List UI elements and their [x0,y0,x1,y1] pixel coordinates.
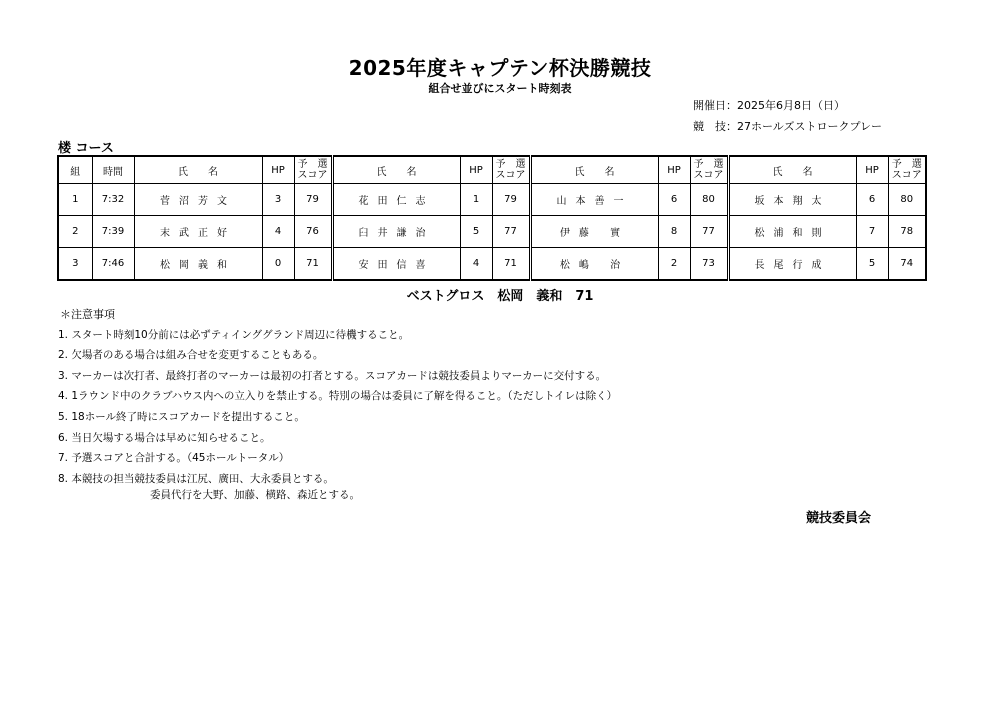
player-hp: 3 [262,184,294,216]
group-number: 2 [58,216,92,248]
course-label: 楼 コース [58,141,114,156]
table-row [58,216,926,248]
player-score: 80 [690,184,728,216]
player-score: 76 [294,216,332,248]
note-item: 4. 1ラウンド中のクラブハウス内への立入りを禁止する。特別の場合は委員に了解を得ること。（ただしトイレは除く） [58,390,618,402]
pairing-table [57,155,927,281]
player-score: 80 [888,184,926,216]
player-name: 安田信喜 [332,248,460,281]
header-score: 予 選 スコア [294,156,332,184]
player-name: 長尾行成 [728,248,856,281]
note-item-continued: 委員代行を大野、加藤、横路、森近とする。 [150,489,360,501]
event-format: 競 技：27ホールズストロークプレー [693,120,883,133]
player-hp: 6 [856,184,888,216]
player-hp: 7 [856,216,888,248]
player-score: 79 [492,184,530,216]
player-hp: 6 [658,184,690,216]
header-time: 時間 [92,156,134,184]
header-score: 予 選 スコア [888,156,926,184]
player-hp: 2 [658,248,690,281]
page-title: 2025年度キャプテン杯決勝競技 [348,56,652,80]
notes-heading: ＊注意事項 [60,308,115,321]
header-hp: HP [856,156,888,184]
header-group: 組 [58,156,92,184]
player-score: 73 [690,248,728,281]
group-number: 1 [58,184,92,216]
header-name: 氏 名 [728,156,856,184]
player-score: 71 [294,248,332,281]
player-name: 松嶋 治 [530,248,658,281]
note-item: 3. マーカーは次打者、最終打者のマーカーは最初の打者とする。スコアカードは競技委員よりマーカーに交付する。 [58,370,607,382]
header-hp: HP [262,156,294,184]
player-score: 74 [888,248,926,281]
player-hp: 4 [460,248,492,281]
header-name: 氏 名 [332,156,460,184]
player-hp: 1 [460,184,492,216]
player-score: 77 [690,216,728,248]
header-score: 予 選 スコア [492,156,530,184]
note-item: 1. スタート時刻10分前には必ずティインググランド周辺に待機すること。 [58,329,410,341]
group-number: 3 [58,248,92,281]
header-score: 予 選 スコア [690,156,728,184]
player-name: 伊藤 實 [530,216,658,248]
player-name: 松岡義和 [134,248,262,281]
player-score: 71 [492,248,530,281]
player-score: 79 [294,184,332,216]
player-name: 臼井謙治 [332,216,460,248]
player-score: 77 [492,216,530,248]
start-time: 7:46 [92,248,134,281]
header-name: 氏 名 [134,156,262,184]
note-item: 2. 欠場者のある場合は組み合せを変更することもある。 [58,349,324,361]
table-row [58,248,926,281]
header-hp: HP [658,156,690,184]
note-item: 8. 本競技の担当競技委員は江尻、廣田、大永委員とする。 [58,473,334,485]
header-name: 氏 名 [530,156,658,184]
best-gross: ベストグロス 松岡 義和 71 [406,289,594,304]
note-item: 5. 18ホール終了時にスコアカードを提出すること。 [58,411,305,423]
note-item: 7. 予選スコアと合計する。（45ホールトータル） [58,452,290,464]
player-hp: 4 [262,216,294,248]
header-hp: HP [460,156,492,184]
table-row [58,184,926,216]
player-hp: 5 [460,216,492,248]
player-name: 坂本翔太 [728,184,856,216]
note-item: 6. 当日欠場する場合は早めに知らせること。 [58,432,271,444]
player-score: 78 [888,216,926,248]
player-hp: 8 [658,216,690,248]
player-name: 松浦和則 [728,216,856,248]
player-name: 花田仁志 [332,184,460,216]
start-time: 7:39 [92,216,134,248]
player-hp: 5 [856,248,888,281]
player-name: 菅沼芳文 [134,184,262,216]
player-hp: 0 [262,248,294,281]
committee-signature: 競技委員会 [806,511,872,526]
table-header-row [58,156,926,184]
event-date: 開催日：2025年6月8日（日） [693,99,845,112]
player-name: 末武正好 [134,216,262,248]
page-subtitle: 組合せ並びにスタート時刻表 [428,82,572,95]
player-name: 山本善一 [530,184,658,216]
start-time: 7:32 [92,184,134,216]
